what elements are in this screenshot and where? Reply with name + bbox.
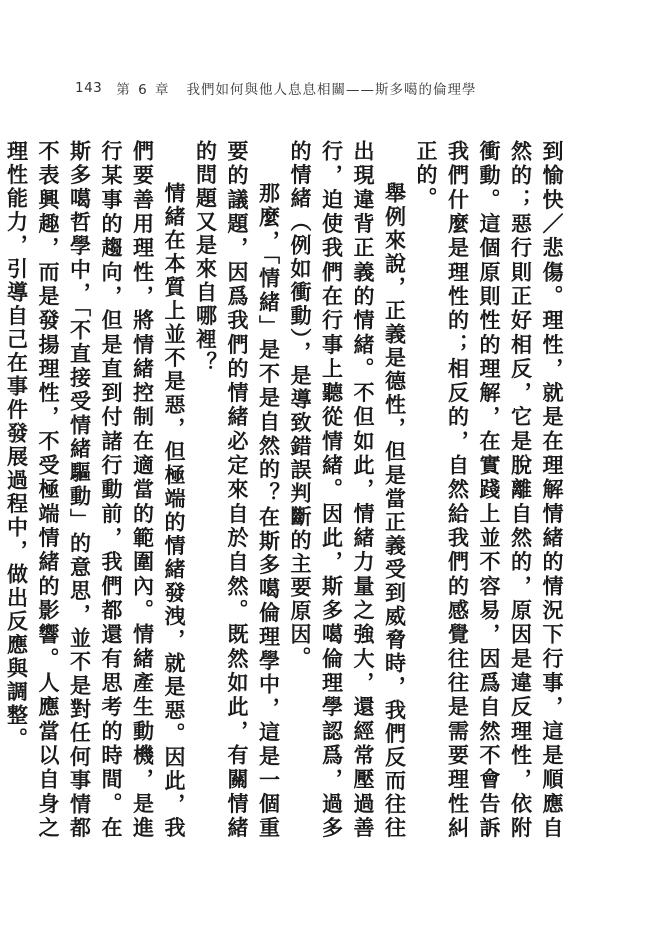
running-title: 我們如何與他人息息相關——斯多噶的倫理學 [186, 82, 477, 98]
chapter-label: 第 6 章 [116, 82, 171, 98]
paragraph: 舉例來說，正義是德性，但是當正義受到威脅時，我們反而往往出現違背正義的情緒。不但如此，情緒力量之強大，還經常壓過善行，迫使我們在行事上聽從情緒。因此，斯多噶倫理學認爲，過多的情緒（例如衝動），是導致錯誤判斷的主要原因。 [288, 140, 408, 840]
vertical-body-text [4, 140, 568, 840]
page-number: 143 [75, 80, 103, 96]
running-header [75, 77, 595, 99]
paragraph: 到愉快／悲傷。理性，就是在理解情緒的情況下行事，這是順應自然的；惡行則正好相反，它是脫離自然的，原因是違反理性，依附衝動。這個原則性的理解，在實踐上並不容易，因爲自然不會告訴我們什麼是理性的；相反的，自然給我們的感覺往往是需要理性糾正的。 [414, 140, 565, 840]
paragraph: 那麼，「情緒」是不是自然的？在斯多噶倫理學中，這是一個重要的議題，因爲我們的情緒必定來自於自然。既然如此，有關情緒的問題又是來自哪裡？ [193, 140, 282, 840]
paragraph: 情緒在本質上並不是惡，但極端的情緒發洩，就是惡。因此，我們要善用理性，將情緒控制在適當的範圍內。情緒產生動機，是進行某事的趨向，但是直到付諸行動前，我們都還有思考的時間。在斯多噶哲學中，「不直接受情緒驅動」的意思，並不是對任何事情都不表興趣，而是發揚理性，不受極端情緒的影響。人應當以自身之理性能力，引導自己在事件發展過程中，做出反應與調整。 [4, 140, 187, 840]
